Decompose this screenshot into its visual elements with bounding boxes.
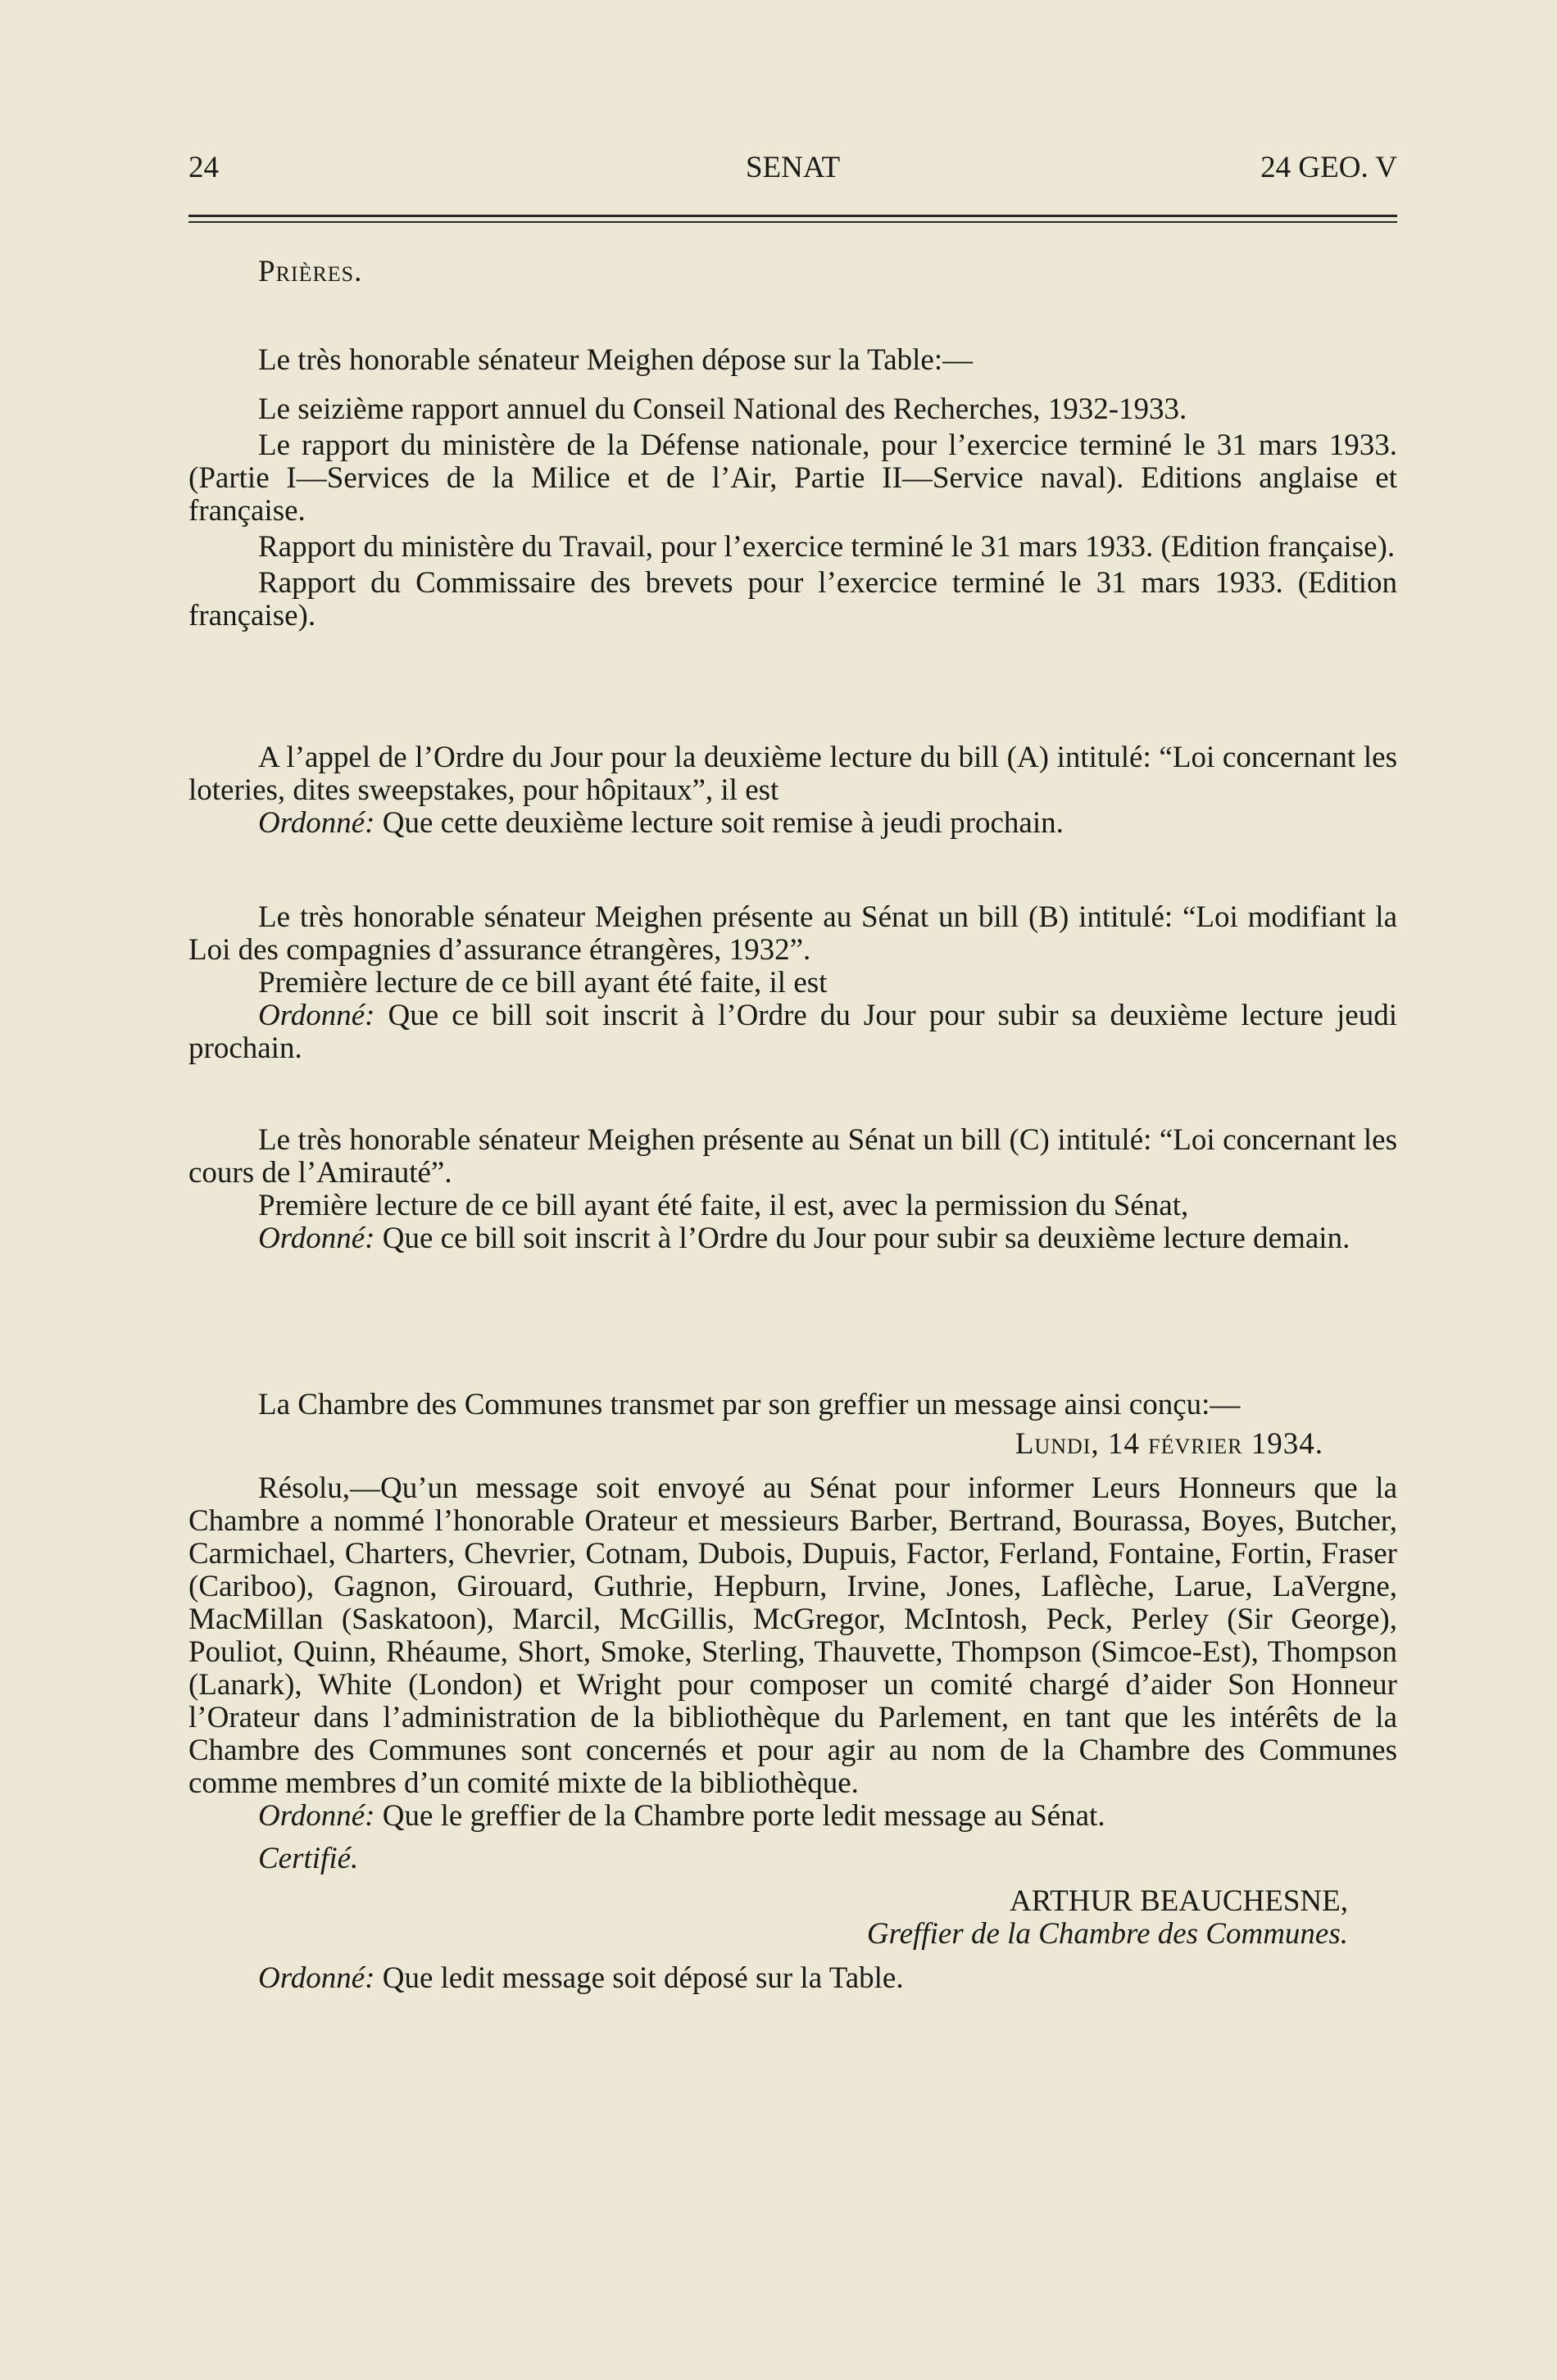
bill-c-section [188, 1124, 1397, 1255]
prayers-section [188, 256, 1397, 288]
bill-a-section [188, 741, 1397, 840]
message-body: Résolu,—Qu’un message soit envoyé au Sénat pour informer Leurs Honneurs que la Chambre a nommé l’honorable Orateur et messieurs Barber, Bertrand, Bourassa, Boyes, Butcher, Carmichael, Charters, Chevrier, Cotnam, Dubois, Dupuis, Factor, Ferland, Fontaine, Fortin, Fraser (Cariboo), Gagnon, Girouard, Guthrie, Hepburn, Irvine, Jones, Laflèche, Larue, LaVergne, MacMillan (Saskatoon), Marcil, McGillis, McGregor, McIntosh, Peck, Perley (Sir George), Pouliot, Quinn, Rhéaume, Short, Smoke, Sterling, Thauvette, Thompson (Simcoe-Est), Thompson (Lanark), White (London) et Wright pour composer un comité chargé d’aider Son Honneur l’Orateur dans l’administration de la bibliothèque du Parlement, en tant que les intérêts de la Chambre des Communes sont concernés et pour agir au nom de la Chambre des Communes comme membres d’un comité mixte de la bibliothèque. [188, 1471, 1397, 1800]
bill-b-section [188, 901, 1397, 1065]
ordered-label: Ordonné: [258, 999, 375, 1032]
header-title: SENAT [745, 151, 841, 184]
bill-c-order [188, 1222, 1397, 1255]
ordered-label: Ordonné: [258, 1961, 375, 1995]
bill-b-first-reading: Première lecture de ce bill ayant été faite, il est [258, 966, 828, 1000]
ordered-text: Que ce bill soit inscrit à l’Ordre du Jour pour subir sa deuxième lecture demain. [374, 1222, 1350, 1255]
header-rule-second [188, 221, 1397, 223]
tabling-item: Le seizième rapport annuel du Conseil National des Recherches, 1932-1933. [258, 392, 1187, 426]
message-intro: La Chambre des Communes transmet par son greffier un message ainsi conçu:— [258, 1388, 1241, 1421]
final-order [188, 1962, 1397, 1995]
bill-a-order [188, 807, 1397, 840]
bill-b-order [188, 1000, 1397, 1065]
ordered-text: Que ledit message soit déposé sur la Table. [374, 1961, 904, 1995]
bill-c-first-reading: Première lecture de ce bill ayant été faite, il est, avec la permission du Sénat, [258, 1189, 1189, 1222]
prayers-heading: Prières. [258, 255, 363, 288]
tabling-item: Le rapport du ministère de la Défense nationale, pour l’exercice terminé le 31 mars 1933. (Partie I—Services de la Milice et de l’Air, Partie II—Service naval). Editions anglaise et française. [188, 428, 1397, 528]
ordered-text: Que ce bill soit inscrit à l’Ordre du Jour pour subir sa deuxième lecture jeudi prochain. [188, 999, 1397, 1065]
header-rule [188, 215, 1397, 217]
bill-b-text: Le très honorable sénateur Meighen présente au Sénat un bill (B) intitulé: “Loi modifiant la Loi des compagnies d’assurance étrangères, 1932”. [188, 900, 1397, 967]
ordered-label: Ordonné: [258, 1799, 375, 1833]
ordered-text: Que le greffier de la Chambre porte ledit message au Sénat. [374, 1799, 1105, 1833]
ordered-label: Ordonné: [258, 1222, 375, 1255]
tabling-item: Rapport du Commissaire des brevets pour l’exercice terminé le 31 mars 1933. (Edition française). [188, 566, 1397, 632]
message-date: Lundi, 14 février 1934. [1015, 1427, 1323, 1461]
ordered-text: Que cette deuxième lecture soit remise à jeudi prochain. [374, 806, 1064, 840]
running-header [188, 150, 1397, 191]
message-section [188, 1389, 1397, 1995]
signatory-title: Greffier de la Chambre des Communes. [866, 1917, 1348, 1951]
bill-c-text: Le très honorable sénateur Meighen présente au Sénat un bill (C) intitulé: “Loi concernant les cours de l’Amirauté”. [188, 1123, 1397, 1190]
tabling-intro: Le très honorable sénateur Meighen dépose sur la Table:— [258, 343, 974, 377]
ordered-label: Ordonné: [258, 806, 375, 840]
bill-a-text: A l’appel de l’Ordre du Jour pour la deuxième lecture du bill (A) intitulé: “Loi concernant les loteries, dites sweepstakes, pour hôpitaux”, il est [188, 741, 1397, 807]
tabling-section [188, 344, 1397, 632]
signatory-name: ARTHUR BEAUCHESNE, [1009, 1884, 1348, 1918]
tabling-item: Rapport du ministère du Travail, pour l’exercice terminé le 31 mars 1933. (Edition française). [258, 530, 1396, 564]
certified-label: Certifié. [258, 1842, 359, 1875]
header-reign: 24 GEO. V [1260, 151, 1397, 184]
message-order [188, 1800, 1397, 1833]
page-number: 24 [188, 151, 219, 184]
